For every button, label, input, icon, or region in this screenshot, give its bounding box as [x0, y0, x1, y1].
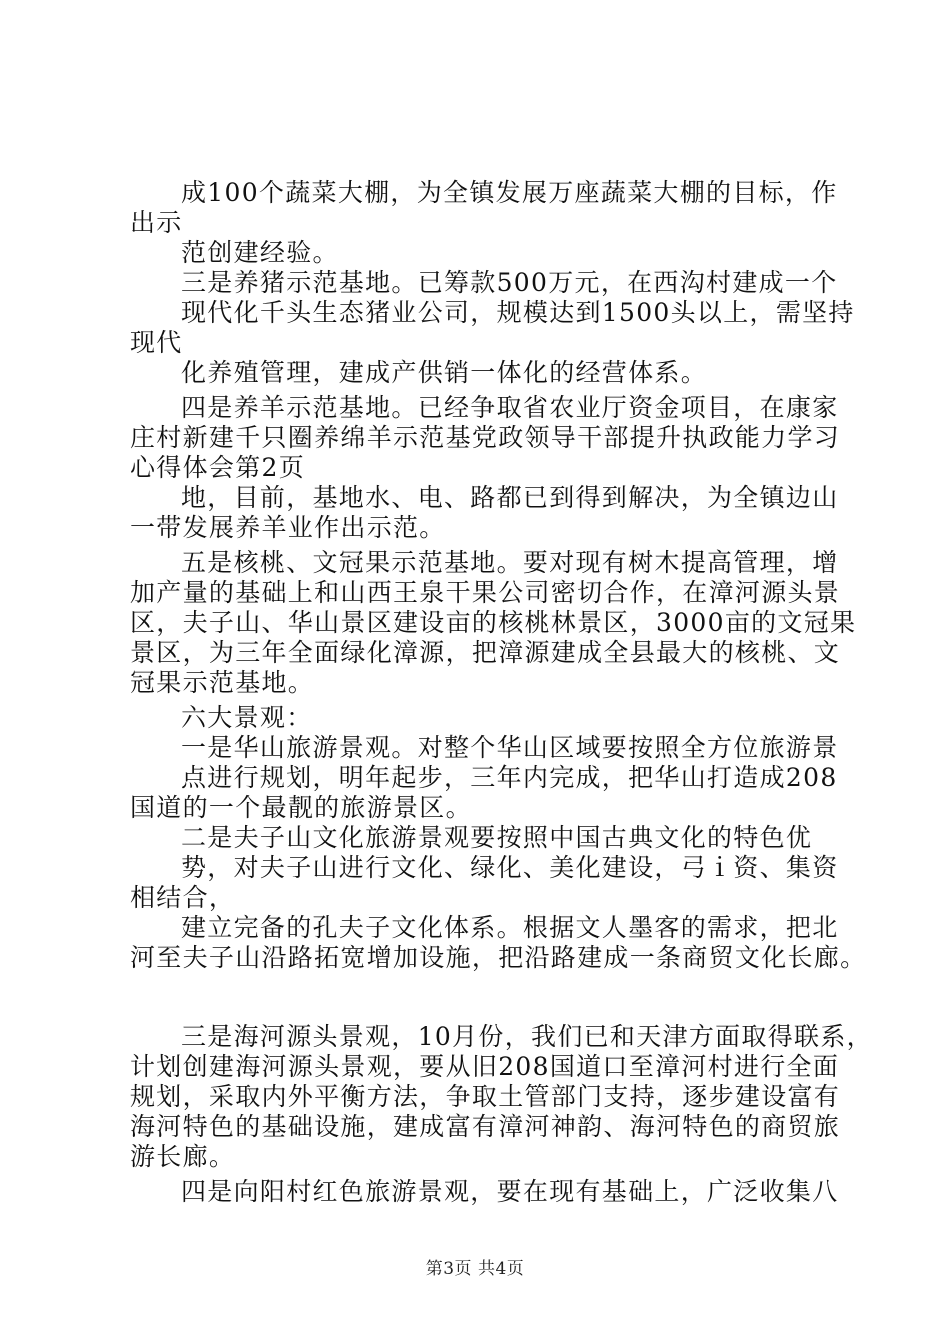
- text-line: 景区，为三年全面绿化漳源，把漳源建成全县最大的核桃、文: [130, 638, 841, 667]
- text-line: 海河特色的基础设施，建成富有漳河神韵、海河特色的商贸旅: [130, 1112, 841, 1141]
- text-line: 河至夫子山沿路拓宽增加设施，把沿路建成一条商贸文化长廊。: [130, 943, 867, 972]
- text-line: 四是向阳村红色旅游景观，要在现有基础上，广泛收集八: [181, 1177, 839, 1206]
- text-line: 二是夫子山文化旅游景观要按照中国古典文化的特色优: [181, 823, 813, 852]
- text-line: 加产量的基础上和山西王泉干果公司密切合作，在漳河源头景: [130, 578, 841, 607]
- text-line: 心得体会第2页: [130, 453, 306, 482]
- text-line: 三是海河源头景观，10月份，我们已和天津方面取得联系，: [181, 1022, 873, 1051]
- text-line: 计划创建海河源头景观，要从旧208国道口至漳河村进行全面: [130, 1052, 840, 1081]
- text-line: 三是养猪示范基地。已筹款500万元，在西沟村建成一个: [181, 268, 838, 297]
- page-footer: 第3页 共4页: [425, 1259, 525, 1279]
- text-line: 游长廊。: [130, 1142, 236, 1171]
- text-line: 现代: [130, 328, 183, 357]
- text-line: 六大景观：: [181, 703, 313, 732]
- text-line: 冠果示范基地。: [130, 668, 315, 697]
- text-line: 势，对夫子山进行文化、绿化、美化建设，弓ｉ资、集资: [181, 853, 839, 882]
- text-line: 区，夫子山、华山景区建设亩的核桃林景区，3000亩的文冠果: [130, 608, 857, 637]
- text-line: 点进行规划，明年起步，三年内完成，把华山打造成208: [181, 763, 838, 792]
- text-line: 国道的一个最靓的旅游景区。: [130, 793, 472, 822]
- text-line: 化养殖管理，建成产供销一体化的经营体系。: [181, 358, 708, 387]
- text-line: 庄村新建千只圈养绵羊示范基党政领导干部提升执政能力学习: [130, 423, 841, 452]
- text-line: 地，目前，基地水、电、路都已到得到解决，为全镇边山: [181, 483, 839, 512]
- text-line: 建立完备的孔夫子文化体系。根据文人墨客的需求，把北: [181, 913, 839, 942]
- text-line: 成100个蔬菜大棚，为全镇发展万座蔬菜大棚的目标，作: [181, 178, 838, 207]
- text-line: 一是华山旅游景观。对整个华山区域要按照全方位旅游景: [181, 733, 839, 762]
- text-line: 出示: [130, 208, 183, 237]
- text-line: 规划，采取内外平衡方法，争取土管部门支持，逐步建设富有: [130, 1082, 841, 1111]
- text-line: 一带发展养羊业作出示范。: [130, 513, 446, 542]
- text-line: 四是养羊示范基地。已经争取省农业厅资金项目，在康家: [181, 393, 839, 422]
- text-line: 五是核桃、文冠果示范基地。要对现有树木提高管理，增: [181, 548, 839, 577]
- text-line: 相结合，: [130, 883, 236, 912]
- text-line: 现代化千头生态猪业公司，规模达到1500头以上，需坚持: [181, 298, 855, 327]
- text-line: 范创建经验。: [181, 238, 339, 267]
